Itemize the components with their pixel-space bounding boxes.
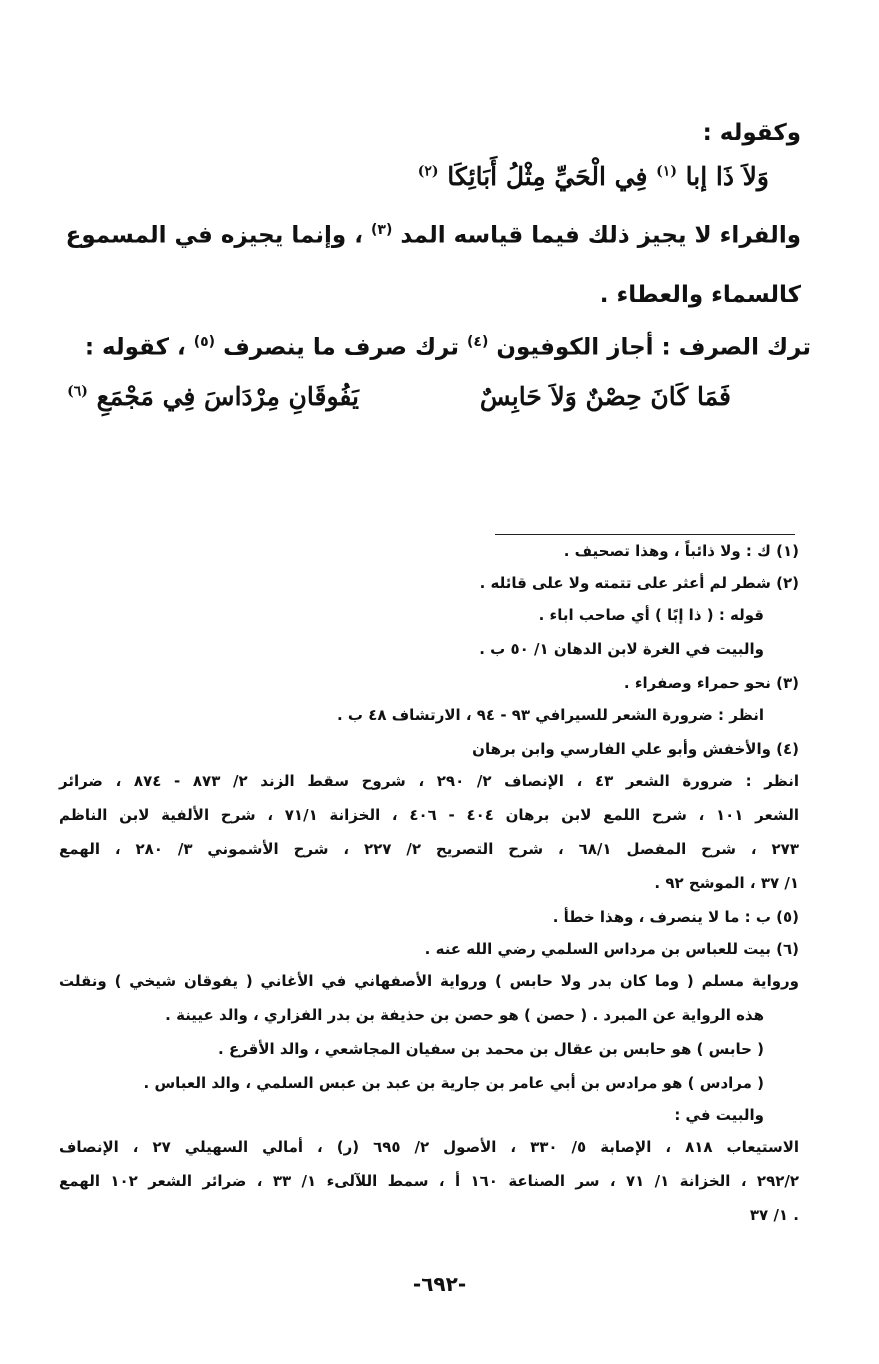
verse-2-first: فَمَا كَانَ حِصْنٌ وَلاَ حَابِسٌ	[479, 382, 731, 411]
paragraph-text-c: كالسماء والعطاء .	[599, 282, 801, 308]
verse-2-second: يَفُوقَانِ مِرْدَاسَ فِي مَجْمَعِ	[96, 382, 359, 411]
footnote-4-line-b: الشعر ١٠١ ، شرح اللمع لابن برهان ٤٠٤ - ٤٠٦ ، الخزانة ٧١/١ ، شرح الألفية لابن الناظم	[59, 806, 800, 824]
section-text-b: ترك صرف ما ينصرف	[223, 334, 459, 361]
verse-2-first-hemistich	[480, 382, 731, 411]
verse-1	[418, 162, 769, 191]
footnote-2: (٢) شطر لم أعثر على تتمته ولا على قائله .	[479, 574, 799, 592]
section-text-a: ترك الصرف : أجاز الكوفيون	[496, 334, 811, 361]
footnote-5: (٥) ب : ما لا ينصرف ، وهذا خطأ .	[552, 908, 799, 926]
verse-1-part-a: وَلاَ ذَا إبا	[685, 162, 769, 191]
footnote-6-line-e: والبيت في :	[674, 1106, 764, 1124]
footnote-6-line-f: الاستيعاب ٨١٨ ، الإصابة ٥/ ٣٣٠ ، الأصول ٢/ ٦٩٥ (ر) ، أمالي السهيلي ٢٧ ، الإنصاف	[59, 1138, 800, 1156]
footnote-4-line-d: ١/ ٣٧ ، الموشح ٩٢ .	[654, 874, 799, 892]
footnote-1: (١) ك : ولا ذائباً ، وهذا تصحيف .	[563, 542, 799, 560]
intro-line	[703, 120, 801, 146]
footnote-6-line-h: ١/ ٣٧ .	[749, 1206, 799, 1224]
footnote-4-line-a: انظر : ضرورة الشعر ٤٣ ، الإنصاف ٢/ ٢٩٠ ، شروح سقط الزند ٢/ ٨٧٣ - ٨٧٤ ، ضرائر	[59, 772, 799, 790]
footnote-2-line-b: والبيت في الغرة لابن الدهان ١/ ٥٠ ب .	[479, 640, 764, 658]
footnote-ref-1: (١)	[656, 163, 677, 180]
verse-2-second-hemistich	[67, 382, 359, 411]
intro-text: وكقوله :	[702, 120, 801, 146]
footnote-4: (٤) والأخفش وأبو علي الفارسي وابن برهان	[472, 740, 799, 758]
paragraph-line-1	[66, 222, 801, 249]
footnote-2-line-a: قوله : ( ذا إبًا ) أي صاحب اباء .	[538, 606, 764, 624]
footnote-ref-6: (٦)	[67, 383, 88, 400]
footnote-3: (٣) نحو حمراء وصفراء .	[623, 674, 799, 692]
footnote-ref-3: (٣)	[370, 222, 393, 238]
verse-1-part-b: فِي الْحَيِّ مِثْلُ أَبَائِكَا	[447, 162, 648, 191]
footnote-6-line-g: ٢٩٢/٢ ، الخزانة ١/ ٧١ ، سر الصناعة ١٦٠ أ ، سمط اللآلىء ١/ ٣٣ ، ضرائر الشعر ١٠٢ الهمع	[59, 1172, 800, 1190]
footnote-ref-5: (٥)	[193, 334, 216, 350]
footnote-4-line-c: ٢٧٣ ، شرح المفصل ٦٨/١ ، شرح التصريح ٢/ ٢٢٧ ، شرح الأشموني ٣/ ٢٨٠ ، الهمع	[59, 840, 799, 858]
paragraph-line-2	[600, 282, 801, 308]
footnote-6-line-a: ورواية مسلم ( وما كان بدر ولا حابس ) ورواية الأصفهاني في الأغاني ( يفوقان شيخي ) ونقلت	[59, 972, 799, 990]
section-line	[85, 334, 811, 361]
footnote-3-line-a: انظر : ضرورة الشعر للسيرافي ٩٣ - ٩٤ ، الارتشاف ٤٨ ب .	[336, 706, 764, 724]
footnote-6-line-d: ( مرادس ) هو مرادس بن أبي عامر بن جارية بن عبد بن عبس السلمي ، والد العباس .	[143, 1074, 764, 1092]
paragraph-text-a: والفراء لا يجيز ذلك فيما قياسه المد	[400, 222, 801, 249]
page-number: -٦٩٢-	[412, 1272, 467, 1296]
footnote-divider	[495, 534, 795, 535]
footnote-6-line-c: ( حابس ) هو حابس بن عقال بن محمد بن سفيان المجاشعي ، والد الأقرع .	[218, 1040, 764, 1058]
paragraph-text-b: ، وإنما يجيزه في المسموع	[65, 222, 363, 249]
footnote-6: (٦) بيت للعباس بن مرداس السلمي رضي الله عنه .	[424, 940, 799, 958]
section-text-c: ، كقوله :	[84, 334, 186, 361]
footnote-ref-2: (٢)	[417, 163, 439, 180]
footnote-6-line-b: هذه الرواية عن المبرد . ( حصن ) هو حصن بن حذيفة بن بدر الفزاري ، والد عيينة .	[165, 1006, 764, 1024]
footnote-ref-4: (٤)	[467, 334, 489, 350]
